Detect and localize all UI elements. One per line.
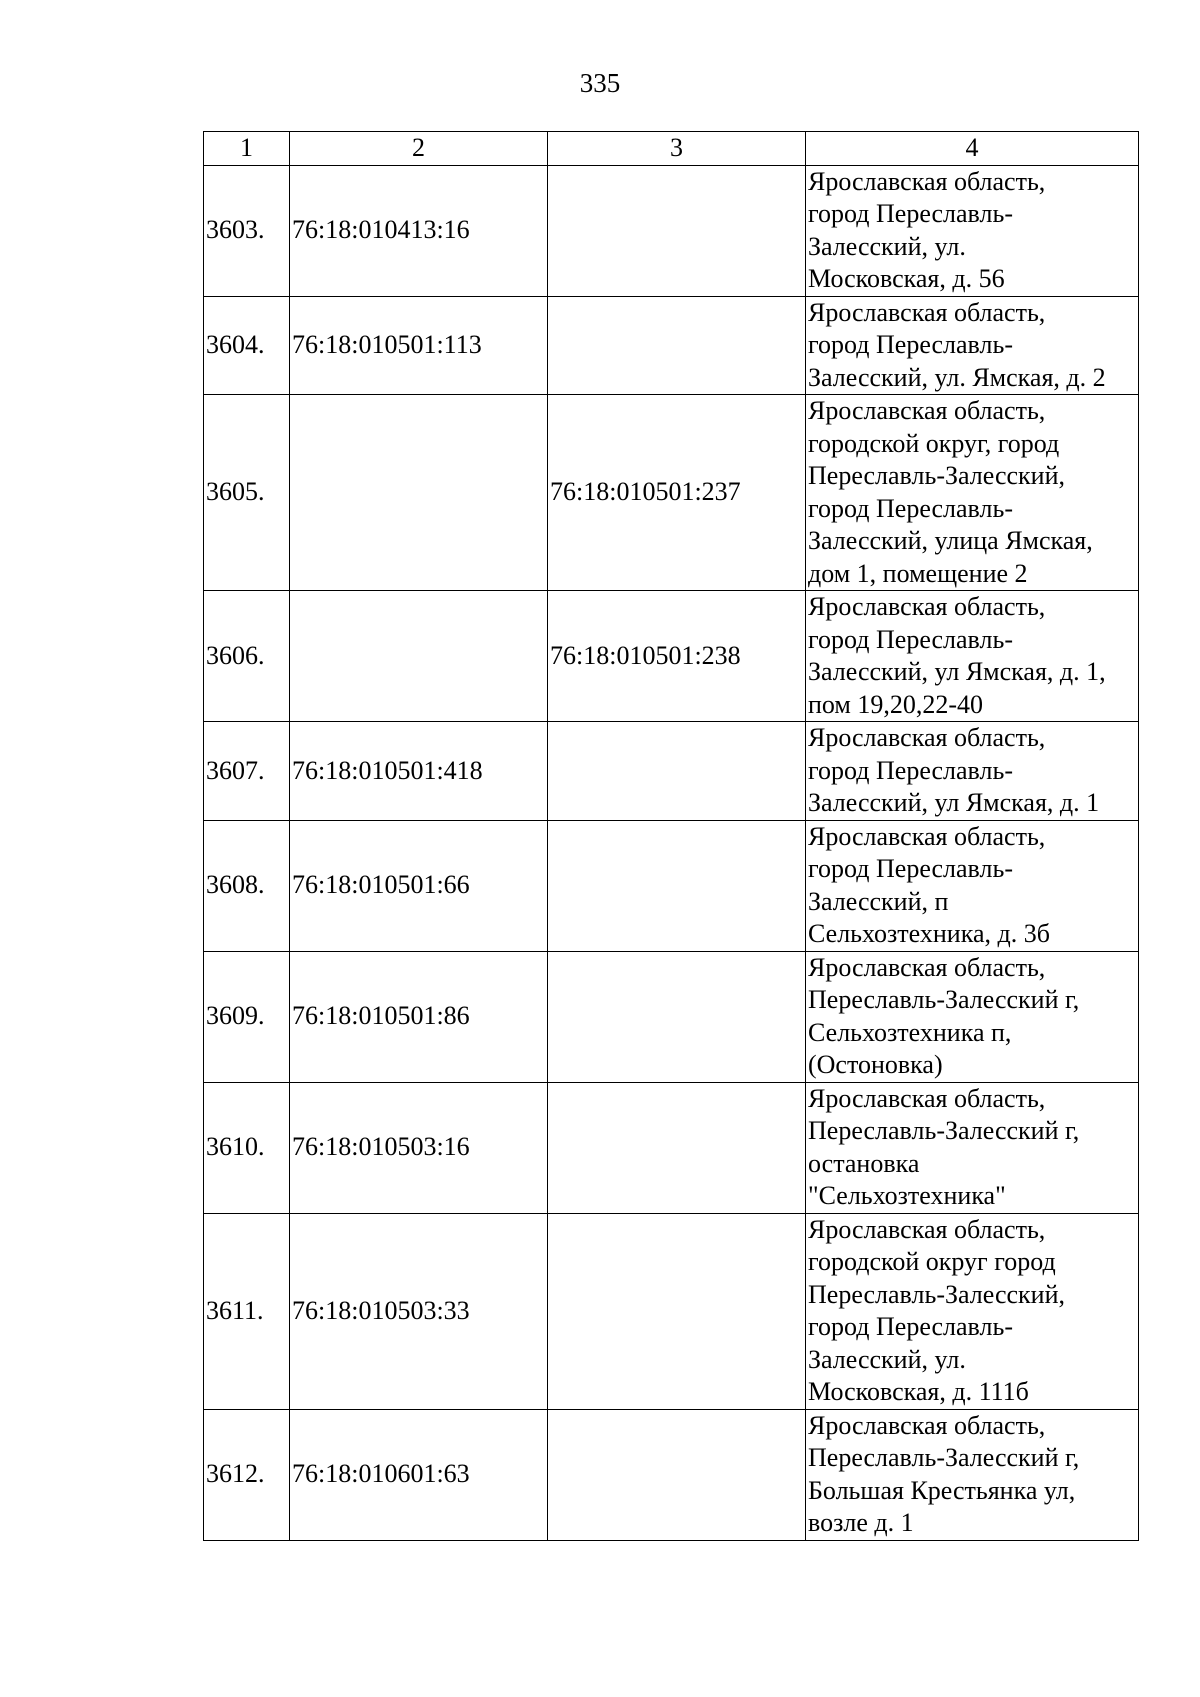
address-line: "Сельхозтехника" [808,1181,1006,1210]
table-row [204,165,1139,296]
address-line: Переславль-Залесский г, [808,1443,1080,1472]
table-row [204,1213,1139,1409]
address-line: Ярославская область, [808,1083,1046,1113]
address-line: Ярославская область, [808,821,1046,851]
row-number-cell: 3612. [204,1409,290,1540]
address-line: Большая Крестьянка ул, [808,1475,1076,1505]
table-row [204,820,1139,951]
column-header-2: 2 [290,132,548,166]
cadastral-number-cell: 76:18:010501:86 [290,951,548,1082]
address-cell [806,591,1139,722]
address-cell [806,165,1139,296]
cadastral-number-cell: 76:18:010413:16 [290,165,548,296]
registry-table-body [204,132,1139,1541]
address-line: Ярославская область, [808,396,1046,425]
row-number-cell: 3605. [204,395,290,591]
registry-table [203,131,1139,1541]
cadastral-number-cell: 76:18:010601:63 [290,1409,548,1540]
address-line: Сельхозтехника п, [808,1017,1012,1047]
address-line: Залесский, ул Ямская, д. 1 [808,788,1100,817]
cadastral-number-cell [290,591,548,722]
address-line: Переславль-Залесский, [808,461,1065,490]
address-line: Залесский, ул. [808,231,966,261]
address-line: город Переславль- [808,330,1013,359]
cadastral-number-cell: 76:18:010501:66 [290,820,548,951]
row-number-cell: 3603. [204,165,290,296]
row-number-cell: 3610. [204,1082,290,1213]
table-row [204,591,1139,722]
row-number-cell: 3606. [204,591,290,722]
cadastral-number-cell: 76:18:010503:33 [290,1213,548,1409]
cadastral-number-alt-cell [548,722,806,821]
table-row [204,1082,1139,1213]
table-row [204,395,1139,591]
address-line: Московская, д. 56 [808,264,1005,293]
cadastral-number-cell [290,395,548,591]
cadastral-number-alt-cell [548,296,806,395]
address-line: Сельхозтехника, д. 3б [808,919,1050,948]
address-line: Переславль-Залесский г, [808,1116,1080,1145]
address-cell [806,951,1139,1082]
address-line: возле д. 1 [808,1508,914,1537]
address-line: город Переславль- [808,199,1013,228]
address-line: пом 19,20,22-40 [808,689,984,719]
address-line: Ярославская область, [808,592,1046,621]
address-line: городской округ, город [808,428,1060,458]
cadastral-number-alt-cell [548,1082,806,1213]
row-number-cell: 3608. [204,820,290,951]
row-number-cell: 3607. [204,722,290,821]
column-header-1: 1 [204,132,290,166]
address-line: Ярославская область, [808,1410,1046,1440]
address-cell [806,820,1139,951]
address-cell [806,1409,1139,1540]
address-cell [806,1213,1139,1409]
cadastral-number-alt-cell [548,165,806,296]
address-line: город Переславль- [808,624,1013,654]
address-line: город Переславль- [808,755,1013,785]
table-header-row [204,132,1139,166]
address-line: город Переславль- [808,493,1013,523]
address-line: город Переславль- [808,854,1013,883]
address-line: Залесский, п [808,886,949,916]
address-line: Залесский, улица Ямская, [808,526,1093,555]
address-cell [806,395,1139,591]
address-line: Залесский, ул Ямская, д. 1, [808,657,1106,686]
page-number: 335 [579,68,621,98]
address-line: остановка [808,1148,920,1178]
cadastral-number-alt-cell: 76:18:010501:238 [548,591,806,722]
cadastral-number-alt-cell [548,951,806,1082]
address-line: дом 1, помещение 2 [808,558,1028,588]
address-line: городской округ город [808,1247,1056,1276]
row-number-cell: 3611. [204,1213,290,1409]
address-line: Залесский, ул. Ямская, д. 2 [808,362,1106,392]
table-row [204,722,1139,821]
table-row [204,1409,1139,1540]
table-row [204,951,1139,1082]
cadastral-number-alt-cell [548,1409,806,1540]
address-line: Московская, д. 111б [808,1377,1029,1406]
cadastral-number-alt-cell [548,1213,806,1409]
address-line: Переславль-Залесский г, [808,985,1080,1014]
cadastral-number-cell: 76:18:010501:113 [290,296,548,395]
column-header-4: 4 [806,132,1139,166]
address-line: Ярославская область, [808,297,1046,327]
address-line: (Остоновка) [808,1050,943,1079]
address-cell [806,296,1139,395]
address-cell [806,1082,1139,1213]
address-line: Ярославская область, [808,1214,1046,1244]
row-number-cell: 3604. [204,296,290,395]
row-number-cell: 3609. [204,951,290,1082]
column-header-3: 3 [548,132,806,166]
cadastral-number-alt-cell [548,820,806,951]
address-line: Переславль-Залесский, [808,1279,1065,1309]
address-line: город Переславль- [808,1312,1013,1341]
address-line: Ярославская область, [808,723,1046,752]
table-row [204,296,1139,395]
address-line: Залесский, ул. [808,1344,966,1374]
cadastral-number-cell: 76:18:010501:418 [290,722,548,821]
address-line: Ярославская область, [808,166,1046,196]
address-line: Ярославская область, [808,952,1046,982]
cadastral-number-alt-cell: 76:18:010501:237 [548,395,806,591]
cadastral-number-cell: 76:18:010503:16 [290,1082,548,1213]
address-cell [806,722,1139,821]
